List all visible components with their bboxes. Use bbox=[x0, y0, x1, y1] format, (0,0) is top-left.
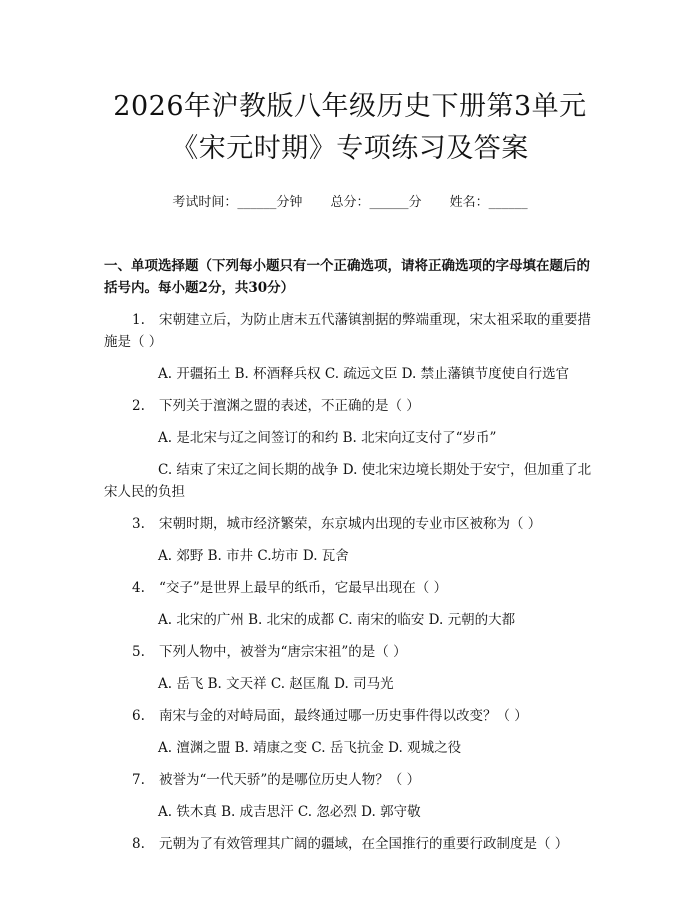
document-title: 2026年沪教版八年级历史下册第3单元《宋元时期》专项练习及答案 bbox=[113, 91, 587, 164]
question-text: 宋朝建立后，为防止唐末五代藩镇割据的弊端重现，宋太祖采取的重要措施是（ ） bbox=[104, 312, 591, 350]
exam-meta bbox=[104, 193, 596, 213]
question-list bbox=[104, 309, 596, 855]
question-2-options-1: A. 是北宋与辽之间签订的和约 B. 北宋向辽支付了“岁币” bbox=[158, 430, 497, 446]
question-text: 宋朝时期，城市经济繁荣，东京城内出现的专业市区被称为（ ） bbox=[159, 516, 542, 532]
question-2 bbox=[104, 395, 596, 417]
question-number: 4. bbox=[132, 580, 145, 596]
section-heading-1: 一、单项选择题（下列每小题只有一个正确选项，请将正确选项的字母填在题后的括号内。每小题2分，共30分） bbox=[104, 258, 590, 296]
question-4 bbox=[104, 577, 596, 599]
question-5 bbox=[104, 641, 596, 663]
student-name: 姓名：______ bbox=[449, 195, 528, 210]
question-5-options-1: A. 岳飞 B. 文天祥 C. 赵匡胤 D. 司马光 bbox=[158, 676, 394, 692]
question-3 bbox=[104, 513, 596, 535]
question-2-options-2: C. 结束了宋辽之间长期的战争 D. 使北宋边境长期处于安宁，但加重了北宋人民的负担 bbox=[104, 462, 592, 500]
question-number: 6. bbox=[132, 708, 145, 724]
question-text: 下列关于澶渊之盟的表述，不正确的是（ ） bbox=[159, 398, 420, 414]
question-4-options-1: A. 北宋的广州 B. 北宋的成都 C. 南宋的临安 D. 元朝的大都 bbox=[158, 612, 516, 628]
question-number: 5. bbox=[132, 644, 145, 660]
question-1 bbox=[104, 309, 596, 353]
question-6 bbox=[104, 705, 596, 727]
question-3-options-1: A. 郊野 B. 市井 C.坊市 D. 瓦舍 bbox=[158, 548, 349, 564]
question-text: 元朝为了有效管理其广阔的疆域，在全国推行的重要行政制度是（ ） bbox=[159, 836, 569, 852]
question-number: 7. bbox=[132, 772, 145, 788]
question-number: 2. bbox=[132, 398, 145, 414]
question-number: 3. bbox=[132, 516, 145, 532]
question-6-options-1: A. 澶渊之盟 B. 靖康之变 C. 岳飞抗金 D. 观城之役 bbox=[158, 740, 462, 756]
question-text: “交子”是世界上最早的纸币，它最早出现在（ ） bbox=[159, 580, 448, 596]
question-number: 1. bbox=[132, 312, 145, 328]
question-text: 被誉为“一代天骄”的是哪位历史人物？（ ） bbox=[159, 772, 421, 788]
exam-score: 总分：______分 bbox=[330, 195, 422, 210]
question-8 bbox=[104, 833, 596, 855]
question-7 bbox=[104, 769, 596, 791]
question-number: 8. bbox=[132, 836, 145, 852]
question-7-options-1: A. 铁木真 B. 成吉思汗 C. 忽必烈 D. 郭守敬 bbox=[158, 804, 421, 820]
question-text: 南宋与金的对峙局面，最终通过哪一历史事件得以改变？（ ） bbox=[159, 708, 528, 724]
question-1-options-1: A. 开疆拓土 B. 杯酒释兵权 C. 疏远文臣 D. 禁止藩镇节度使自行选官 bbox=[158, 366, 570, 382]
exam-time: 考试时间：______分钟 bbox=[172, 195, 303, 210]
question-text: 下列人物中，被誉为“唐宗宋祖”的是（ ） bbox=[159, 644, 407, 660]
